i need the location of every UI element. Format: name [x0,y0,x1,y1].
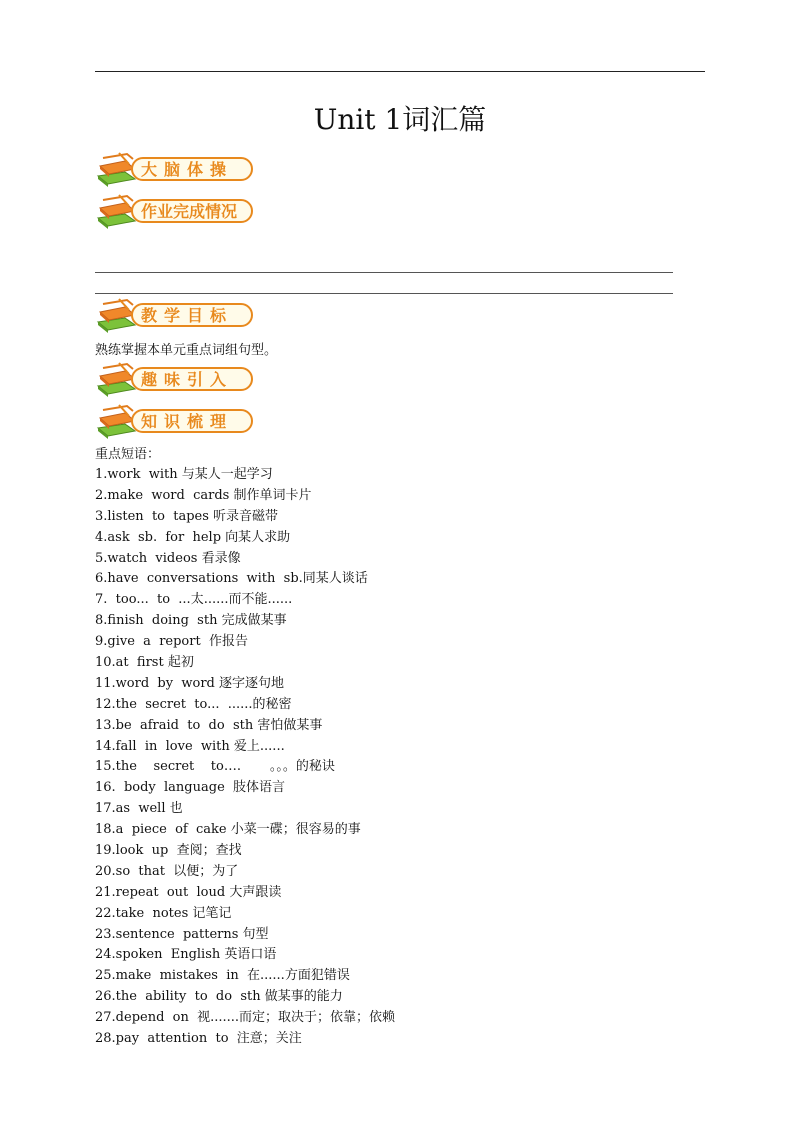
phrases-heading: 重点短语： [95,447,161,462]
section-banner-intro [95,362,265,400]
section-banner-objectives [95,298,265,336]
header-rule [95,71,705,72]
phrase-item: 12.the secret to... ......的秘密 [95,696,292,712]
phrase-item: 19.look up 查阅；查找 [95,843,242,859]
page-title: Unit 1词汇篇 [313,103,487,136]
phrase-item: 20.so that 以便；为了 [95,863,239,879]
phrase-item: 27.depend on 视.......而定；取决于；依靠；依赖 [95,1010,396,1026]
phrase-item: 10.at first 起初 [95,655,194,671]
phrase-item: 26.the ability to do sth 做某事的能力 [95,989,343,1005]
phrase-item: 18.a piece of cake 小菜一碟；很容易的事 [95,822,361,838]
phrase-item: 11.word by word 逐字逐句地 [95,675,284,691]
phrase-item: 22.take notes 记笔记 [95,905,232,921]
phrase-item: 5.watch videos 看录像 [95,550,241,566]
phrase-list [95,465,395,1050]
answer-line [95,272,673,273]
banner-label: 知识梳理 [141,412,234,431]
phrase-item: 25.make mistakes in 在......方面犯错误 [95,968,350,984]
phrase-item: 24.spoken English 英语口语 [95,947,277,963]
phrase-item: 13.be afraid to do sth 害怕做某事 [95,717,323,733]
phrase-item: 15.the secret to…. 。。。的秘诀 [95,759,335,775]
phrase-item: 6.have conversations with sb.同某人谈话 [95,571,368,587]
phrase-item: 16. body language 肢体语言 [95,780,286,796]
phrase-item: 3.listen to tapes 听录音磁带 [95,508,279,524]
phrase-item: 17.as well 也 [95,801,183,817]
banner-label: 作业完成情况 [141,202,238,221]
objective-text: 熟练掌握本单元重点词组句型。 [95,343,278,358]
phrase-item: 4.ask sb. for help 向某人求助 [95,529,291,545]
phrase-item: 28.pay attention to 注意；关注 [95,1031,302,1047]
phrase-item: 7. too... to ...太......而不能...... [95,592,293,608]
section-banner-warmup [95,152,265,190]
phrase-item: 1.work with 与某人一起学习 [95,467,273,482]
phrase-item: 14.fall in love with 爱上...... [95,738,285,754]
phrase-item: 9.give a report 作报告 [95,634,248,650]
banner-label: 趣味引入 [141,370,234,389]
banner-label: 大脑体操 [141,160,234,179]
phrase-item: 21.repeat out loud 大声跟读 [95,884,282,900]
banner-label: 教学目标 [141,306,234,325]
phrase-item: 23.sentence patterns 句型 [95,926,269,942]
answer-line [95,293,673,294]
section-banner-homework [95,194,265,232]
phrase-item: 2.make word cards 制作单词卡片 [95,487,312,503]
phrase-item: 8.finish doing sth 完成做某事 [95,613,287,629]
section-banner-knowledge [95,404,265,442]
